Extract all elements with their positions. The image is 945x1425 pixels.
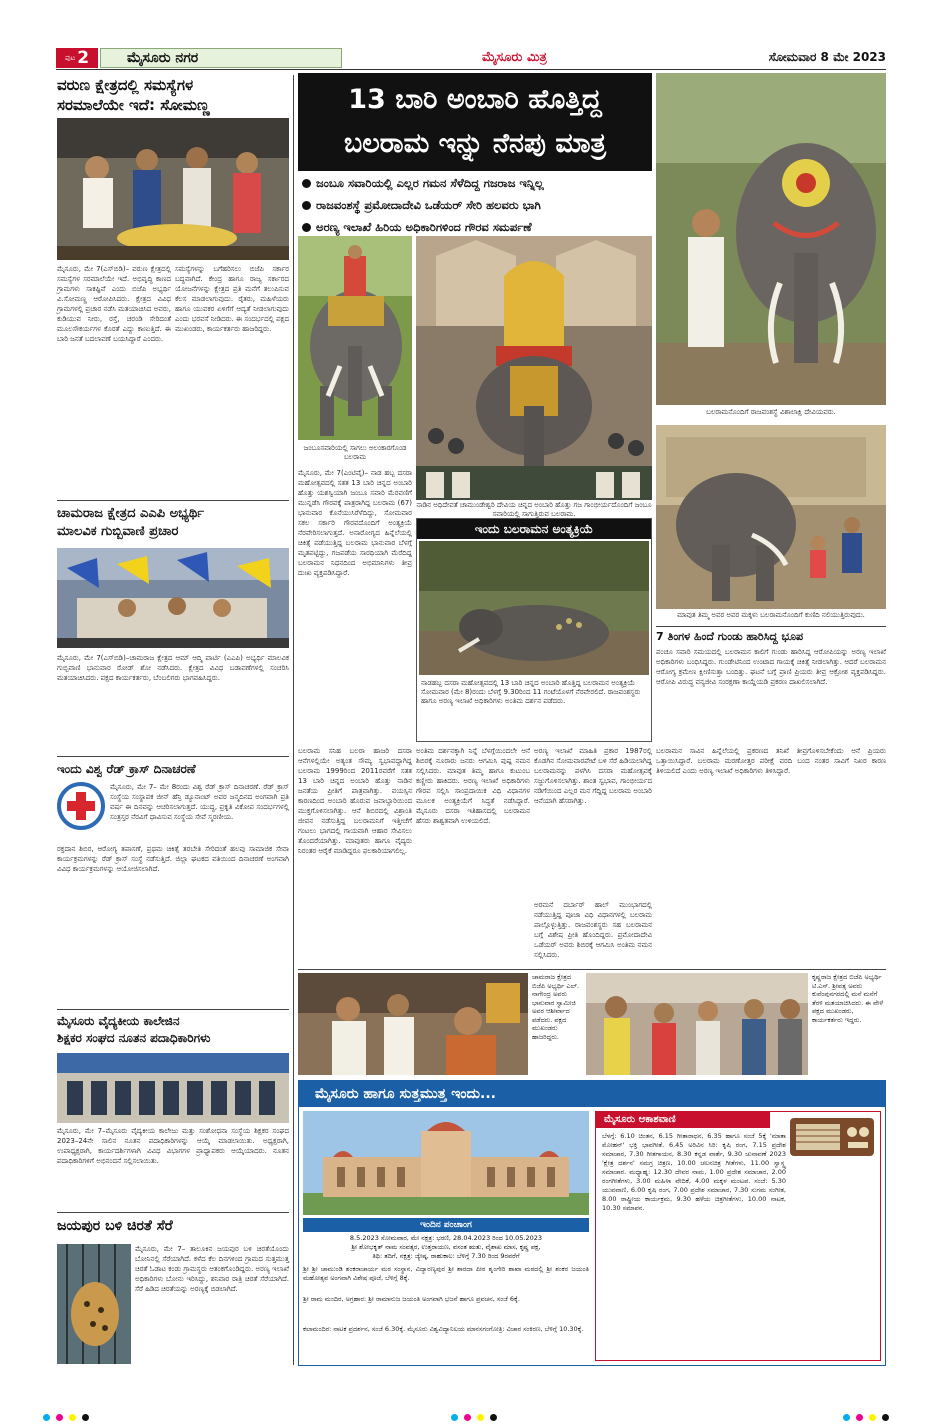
lead-body-2: ಬಲರಾಮ ಸನಿಹ ಬಲರಾ ಹಾಜರಿ ದಸರಾ ಆನೆಗಳಲ್ಲಿಯೇ ಅತ್ಯಂತ ಸೌಮ್ಯ ಸ್ವಭಾವದ್ದಾಗಿದ್ದ ಬಲರಾಮ 1999ರಿಂದ 2011ರವರೆಗೆ ಸತತ 13 ಬಾರಿ ಚಿನ್ನದ ಅಂಬಾರಿ ಹೊತ್ತು ನಾಡಿನ ಜನತೆಯ ಪ್ರೀತಿಗೆ ಪಾತ್ರವಾಗಿತ್ತು. ವಯಸ್ಸಿನ ಕಾರಣದಿಂದ ಅಂಬಾರಿ ಹೊರುವ ಜವಾಬ್ದಾರಿಯಿಂದ ಮುಕ್ತಗೊಳಿಸಲಾಗಿತ್ತು. ಆನೆ ಶಿಬಿರದಲ್ಲಿ ವಿಶ್ರಾಂತಿ ಜೀವನ ನಡೆಸುತ್ತಿದ್ದ ಬಲರಾಮನಿಗೆ ಇತ್ತೀಚೆಗೆ ಗಂಟಲು ಭಾಗದಲ್ಲಿ ಗಾಯವಾಗಿ ಆಹಾರ ಸೇವಿಸಲು ತೊಂದರೆಯಾಗಿತ್ತು. ಮಾವುತರು ಹಾಗೂ ವೈದ್ಯರು ನಿರಂತರ ಆರೈಕೆ ಮಾಡಿದ್ದರೂ ಫಲಕಾರಿಯಾಗಲಿಲ್ಲ. (298, 747, 412, 855)
section-label (100, 48, 342, 68)
medical-photo (57, 1053, 289, 1123)
masthead (56, 46, 886, 70)
rajvamsha-elephant-photo (656, 73, 886, 405)
balarama-decorated-photo (298, 236, 412, 440)
divider (57, 500, 289, 501)
chamaraja-body: ಮೈಸೂರು, ಮೇ 7(ಎಸ್‌ಬಿಡಿ)–ಚಾಮರಾಜ ಕ್ಷೇತ್ರದ ಆಮ್ ಆದ್ಮಿ ಪಾರ್ಟಿ (ಎಎಪಿ) ಅಭ್ಯರ್ಥಿ ಮಾಲವಿಕ ಗುಬ್ಬಿವಾಣಿ ಭಾನುವಾರ ರೋಡ್ ಶೋ ನಡೆಸಿದರು. ಕ್ಷೇತ್ರದ ವಿವಿಧ ಬಡಾವಣೆಗಳಲ್ಲಿ ಸಂಚರಿಸಿ ಮತಯಾಚಿಸಿದರು. ಪಕ್ಷದ ಕಾರ್ಯಕರ್ತರು, ಬೆಂಬಲಿಗರು ಭಾಗವಹಿಸಿದ್ದರು. (57, 654, 289, 682)
issue-date: ಸೋಮವಾರ 8 ಮೇ 2023 (768, 50, 886, 64)
medical-headline-line2: ಶಿಕ್ಷಕರ ಸಂಘದ ನೂತನ ಪದಾಧಿಕಾರಿಗಳು (57, 1031, 211, 1045)
mahout-children-photo (656, 425, 886, 609)
radio-icon (788, 1114, 876, 1158)
print-registration-dots (40, 1406, 92, 1425)
panchanga-heading: ಇಂದಿನ ಪಂಚಾಂಗ (420, 1220, 472, 1230)
paper-name: ಮೈಸೂರು ಮಿತ್ರ (482, 50, 547, 65)
panchanga-heading-bar (303, 1218, 589, 1232)
leopard-photo (57, 1244, 131, 1364)
bhoopa-body-2: ಬಲರಾಮನ ಸಾವಿನ ಹಿನ್ನೆಲೆಯಲ್ಲಿ ಪ್ರಕರಣದ ತನಿಖೆ ತೀವ್ರಗೊಳಿಸಬೇಕೆಂದು ಆನೆ ಪ್ರಿಯರು ಒತ್ತಾಯಿಸಿದ್ದಾರೆ. ಬಲರಾಮ ಮರಣೋತ್ತರ ಪರೀಕ್ಷೆ ವರದಿ ಬಂದ ನಂತರ ಸಾವಿಗೆ ನಿಖರ ಕಾರಣ ತಿಳಿಯಲಿದೆ ಎಂದು ಅರಣ್ಯ ಇಲಾಖೆ ಅಧಿಕಾರಿಗಳು ತಿಳಿಸಿದ್ದಾರೆ. (656, 747, 886, 775)
event-item: ಶ್ರೀ ರಾಮ ಮಂದಿರ, ಅಗ್ರಹಾರ: ಶ್ರೀ ರಾಮಾನುಜ ಜಯಂತಿ ಅಂಗವಾಗಿ ಭಜನೆ ಹಾಗೂ ಪ್ರವಚನ, ಸಂಜೆ 6ಕ್ಕೆ. (303, 1295, 520, 1303)
nagendra-caption: ಚಾಮರಾಜ ಕ್ಷೇತ್ರದ ಬಿಜೆಪಿ ಅಭ್ಯರ್ಥಿ ಎಲ್. ನಾಗೇಂದ್ರ ಅವರು ಭಾನುವಾರ ಸ್ವಾಮೀಜಿ ಅವರ ಆಶೀರ್ವಾದ ಪಡೆದರು. ಪಕ್ಷದ ಮುಖಂಡರು ಹಾಜರಿದ್ದರು. (532, 973, 580, 1041)
today-banner (299, 1081, 885, 1107)
varuna-photo (57, 118, 289, 260)
srivatsa-caption: ಕೃಷ್ಣರಾಜ ಕ್ಷೇತ್ರದ ಬಿಜೆಪಿ ಅಭ್ಯರ್ಥಿ ಟಿ.ಎಸ್. ಶ್ರೀವತ್ಸ ಅವರು ಕುವೆಂಪುನಗರದಲ್ಲಿ ಮನೆ ಮನೆಗೆ ತೆರಳಿ ಮತಯಾಚಿಸಿದರು. ಈ ವೇಳೆ ಪಕ್ಷದ ಮುಖಂಡರು, ಕಾರ್ಯಕರ್ತರು ಇದ್ದರು. (812, 973, 884, 1024)
page-badge (56, 48, 98, 68)
funeral-photo (419, 541, 649, 675)
medical-body: ಮೈಸೂರು, ಮೇ 7–ಮೈಸೂರು ವೈದ್ಯಕೀಯ ಕಾಲೇಜು ಮತ್ತು ಸಂಶೋಧನಾ ಸಂಸ್ಥೆಯ ಶಿಕ್ಷಕರ ಸಂಘದ 2023–24ನೇ ಸಾಲಿನ ನೂತನ ಪದಾಧಿಕಾರಿಗಳನ್ನು ಆಯ್ಕೆ ಮಾಡಲಾಯಿತು. ಅಧ್ಯಕ್ಷರಾಗಿ, ಉಪಾಧ್ಯಕ್ಷರಾಗಿ, ಕಾರ್ಯದರ್ಶಿಗಳಾಗಿ ವಿವಿಧ ವಿಭಾಗಗಳ ಪ್ರಾಧ್ಯಾಪಕರು ಆಯ್ಕೆಯಾದರು. ನೂತನ ಪದಾಧಿಕಾರಿಗಳಿಗೆ ಅಭಿನಂದನೆ ಸಲ್ಲಿಸಲಾಯಿತು. (57, 1127, 289, 1165)
lead-headline-line2: ಬಲರಾಮ ಇನ್ನು ನೆನಪು ಮಾತ್ರ (344, 128, 606, 159)
page-prefix: ಪುಟ (64, 53, 76, 62)
lead-body-5: ಅರಮನೆ ದರ್ಬಾರ್ ಹಾಲ್ ಮುಂಭಾಗದಲ್ಲಿ ನಡೆಯುತ್ತಿದ್ದ ಪೂಜಾ ವಿಧಿ ವಿಧಾನಗಳಲ್ಲಿ ಬಲರಾಮ ಪಾಲ್ಗೊಳ್ಳುತ್ತಿತ್ತು. ರಾಜವಂಶಸ್ಥರು ಸಹ ಬಲರಾಮನ ಬಗ್ಗೆ ವಿಶೇಷ ಪ್ರೀತಿ ಹೊಂದಿದ್ದರು. ಪ್ರಮೋದಾದೇವಿ ಒಡೆಯರ್ ಅವರು ಶಿಬಿರಕ್ಕೆ ಆಗಮಿಸಿ ಅಂತಿಮ ನಮನ ಸಲ್ಲಿಸಿದರು. (534, 901, 652, 959)
column-divider (293, 75, 294, 1365)
divider (57, 756, 289, 757)
page-number: 2 (77, 48, 90, 68)
funeral-box (416, 518, 652, 742)
lead-body-4: ಅರಣ್ಯ ಇಲಾಖೆ ಮಾಹಿತಿ ಪ್ರಕಾರ 1987ರಲ್ಲಿ ಕೊಡಗಿನ ಸೋಮವಾರಪೇಟೆ ಬಳಿ ಸೆರೆ ಹಿಡಿಯಲಾಗಿದ್ದ ಬಲರಾಮನನ್ನು ಪಳಗಿಸಿ ದಸರಾ ಮಹೋತ್ಸವಕ್ಕೆ ಸಜ್ಜುಗೊಳಿಸಲಾಗಿತ್ತು. ಶಾಂತ ಸ್ವಭಾವ, ಗಾಂಭೀರ್ಯದ ನಡಿಗೆಯಿಂದ ಎಲ್ಲರ ಮನ ಗೆದ್ದಿದ್ದ ಬಲರಾಮ ಅಂಬಾರಿ ಆನೆಯಾಗಿ ಹೆಸರಾಗಿತ್ತು. (534, 747, 652, 805)
bullet-dot-icon (302, 223, 311, 232)
panchanga-line: 8.5.2023 ಸೋಮವಾರ, ಮೇ ನಕ್ಷತ್ರ: ಭರಣಿ, 28.04.2023 ರಿಂದ 10.05.2023 (349, 1234, 543, 1242)
bullet-dot-icon (302, 201, 311, 210)
chamaraja-headline-line2: ಮಾಲವಿಕ ಗುಬ್ಬಿವಾಣಿ ಪ್ರಚಾರ (57, 524, 179, 539)
radio-schedule: ಬೆಳಗ್ಗೆ: 6.10 ಚಿಂತನ, 6.15 ಗೀತಾರಾಧನ, 6.35 ಹಾಗೂ ಸಂಜೆ 5ಕ್ಕೆ 'ಮಾತಾ ಮೋಹನ್' ಭಕ್ತಿ ಭಾವಗೀತೆ. 6.45 ಅರಿವಿನ ಸಿರಿ: ಕೃಷಿ ರಂಗ, 7.15 ಪ್ರದೇಶ ಸಮಾಚಾರ, 7.30 ಗೀತಗಾಯನ, 8.30 ಕನ್ನಡ ವಾರ್ತೆ, 9.30 ಚುನಾವಣೆ 2023 'ಕ್ಷೇತ್ರ ದರ್ಶನ' ಸಮಗ್ರ ಚಿತ್ರಣ, 10.00 ಚಲನಚಿತ್ರ ಗೀತೆಗಳು, 11.00 ಸ್ವಾಸ್ಥ್ಯ ಸಮಾಚಾರ. ಮಧ್ಯಾಹ್ನ: 12.30 ದೇವರ ನಾಮ, 1.00 ಪ್ರದೇಶ ಸಮಾಚಾರ, 2.00 ರಂಗಗೀತೆಗಳು, 3.00 ಮಹಿಳಾ ವೇದಿಕೆ, 4.00 ಮಕ್ಕಳ ಮಂಟಪ. ಸಂಜೆ: 5.30 ಯುವವಾಣಿ, 6.00 ಕೃಷಿ ರಂಗ, 7.00 ಪ್ರದೇಶ ಸಮಾಚಾರ, 7.30 ಸುಗಮ ಸಂಗೀತ, 8.00 ರಾಷ್ಟ್ರೀಯ ಕಾರ್ಯಕ್ರಮ, 9.30 ಹಳೆಯ ಚಿತ್ರಗೀತೆಗಳು, 10.00 ನಾಟಕ, 10.30 ಸಮಾಪನ. (602, 1132, 786, 1212)
rajvamsha-caption: ಬಲರಾಮನೊಂದಿಗೆ ರಾಜವಂಶಸ್ಥೆ ವಿಶಾಲಾಕ್ಷಿ ದೇವಿಯವರು. (706, 408, 836, 416)
varuna-headline (57, 75, 289, 115)
lead-bullets (302, 172, 652, 238)
lead-body-3: ಅಂತಿಮ ದರ್ಶನಕ್ಕಾಗಿ ನಿನ್ನೆ ಬೆಳಗ್ಗೆಯಿಂದಲೇ ಆನೆ ಶಿಬಿರಕ್ಕೆ ನೂರಾರು ಜನರು ಆಗಮಿಸಿ ಪುಷ್ಪ ನಮನ ಸಲ್ಲಿಸಿದರು. ಮಾವುತ ತಿಮ್ಮ ಹಾಗೂ ಕುಟುಂಬ ಕಣ್ಣೀರು ಹಾಕಿದರು. ಅರಣ್ಯ ಇಲಾಖೆ ಅಧಿಕಾರಿಗಳು ಗೌರವ ಸಲ್ಲಿಸಿ ಸಾಂಪ್ರದಾಯಿಕ ವಿಧಿ ವಿಧಾನಗಳ ಮೂಲಕ ಅಂತ್ಯಕ್ರಿಯೆಗೆ ಸಿದ್ಧತೆ ನಡೆಸಿದ್ದಾರೆ. ಮೈಸೂರು ದಸರಾ ಇತಿಹಾಸದಲ್ಲಿ ಬಲರಾಮನ ಹೆಸರು ಶಾಶ್ವತವಾಗಿ ಉಳಿಯಲಿದೆ. (416, 747, 530, 825)
panchanga-line: ತಿಥಿ: ತದಿಗೆ, ನಕ್ಷತ್ರ: ಜ್ಯೇಷ್ಠ, ರಾಹುಕಾಲ: ಬೆಳಿಗ್ಗೆ 7.30 ರಿಂದ 9ರವರೆಗೆ (372, 1252, 520, 1260)
varuna-body-col1: ಮೈಸೂರು, ಮೇ 7(ಎಸ್‌ಬಿಡಿ)– ವರುಣ ಕ್ಷೇತ್ರದಲ್ಲಿ ಸಮಸ್ಯೆಗಳ ಸರಮಾಲೆಯೇ ಇದೆ. ಅಭಿವೃದ್ಧಿ ಕಾಣದ ಗ್ರಾಮಗಳು ಸಾಕಷ್ಟಿವೆ ಎಂದು ಬಿಜೆಪಿ ಅಭ್ಯರ್ಥಿ ವಿ.ಸೋಮಣ್ಣ ಆರೋಪಿಸಿದರು. ಕ್ಷೇತ್ರದ ವಿವಿಧ ಗ್ರಾಮಗಳಲ್ಲಿ ಪ್ರಚಾರ ನಡೆಸಿ ಮತಯಾಚಿಸಿದ ಅವರು, ಕುಡಿಯುವ ನೀರು, ರಸ್ತೆ, ಚರಂಡಿ ಸೇರಿದಂತೆ ಮೂಲಸೌಕರ್ಯಗಳ ಕೊರತೆ ಎದ್ದು ಕಾಣುತ್ತಿದೆ. ಈ ಬಾರಿ ಜನತೆ ಬದಲಾವಣೆ ಬಯಸಿದ್ದಾರೆ ಎಂದರು. (57, 265, 171, 343)
bullet-dot-icon (302, 179, 311, 188)
medical-headline (57, 1013, 289, 1047)
events-list (303, 1265, 589, 1361)
divider (57, 1212, 289, 1213)
balarama-decorated-caption: ಜಂಬೂಸವಾರಿಯಲ್ಲಿ ಸಾಗಲು ಅಲಂಕಾರಗೊಂಡ ಬಲರಾಮ (303, 444, 407, 461)
nagendra-swamiji-photo (298, 973, 528, 1075)
aap-photo (57, 548, 289, 648)
print-registration-dots (840, 1406, 892, 1425)
today-heading: ಮೈಸೂರು ಹಾಗೂ ಸುತ್ತಮುತ್ತ ಇಂದು... (315, 1086, 496, 1102)
section-title: ಮೈಸೂರು ನಗರ (127, 50, 199, 66)
leopard-body: ಮೈಸೂರು, ಮೇ 7– ತಾಲೂಕಿನ ಜಯಪುರ ಬಳಿ ಚಿರತೆಯೊಂದು ಬೋನಿನಲ್ಲಿ ಸೆರೆಯಾಗಿದೆ. ಕಳೆದ ಕೆಲ ದಿನಗಳಿಂದ ಗ್ರಾಮದ ಸುತ್ತಮುತ್ತ ಚಿರತೆ ಓಡಾಟ ಕಂಡು ಗ್ರಾಮಸ್ಥರು ಆತಂಕಗೊಂಡಿದ್ದರು. ಅರಣ್ಯ ಇಲಾಖೆ ಅಧಿಕಾರಿಗಳು ಬೋನು ಇರಿಸಿದ್ದು, ಶನಿವಾರ ರಾತ್ರಿ ಚಿರತೆ ಸೆರೆಯಾಗಿದೆ. ಸೆರೆ ಹಿಡಿದ ಚಿರತೆಯನ್ನು ಅರಣ್ಯಕ್ಕೆ ಬಿಡಲಾಗಿದೆ. (135, 1245, 289, 1293)
lead-bullet: ಜಂಬೂ ಸವಾರಿಯಲ್ಲಿ ಎಲ್ಲರ ಗಮನ ಸೆಳೆದಿದ್ದ ಗಜರಾಜ ಇನ್ನಿಲ್ಲ (302, 172, 652, 194)
lead-bullet: ಅರಣ್ಯ ಇಲಾಖೆ ಹಿರಿಯ ಅಧಿಕಾರಿಗಳಿಂದ ಗೌರವ ಸಮರ್ಪಣೆ (302, 216, 652, 238)
varuna-body-col2: ಸಮಸ್ಯೆಗಳನ್ನು ಬಗೆಹರಿಸಲು ಬಿಜೆಪಿ ಸರ್ಕಾರ ಬದ್ಧವಾಗಿದೆ. ಕೇಂದ್ರ ಹಾಗೂ ರಾಜ್ಯ ಸರ್ಕಾರದ ಯೋಜನೆಗಳನ್ನು ಕ್ಷೇತ್ರದ ಪ್ರತಿ ಮನೆಗೆ ತಲುಪಿಸುವ ಕೆಲಸ ಮಾಡಲಾಗುವುದು. ರೈತರು, ಮಹಿಳೆಯರು ಹಾಗೂ ಯುವಕರ ಏಳಿಗೆಗೆ ಆದ್ಯತೆ ನೀಡಲಾಗುವುದು ಎಂದು ಭರವಸೆ ನೀಡಿದರು. ಈ ಸಂದರ್ಭದಲ್ಲಿ ಪಕ್ಷದ ಮುಖಂಡರು, ಕಾರ್ಯಕರ್ತರು ಹಾಜರಿದ್ದರು. (175, 265, 289, 333)
panchanga-lines (303, 1234, 589, 1261)
radio-box (595, 1111, 881, 1361)
leopard-headline: ಜಯಪುರ ಬಳಿ ಚಿರತೆ ಸೆರೆ (57, 1218, 173, 1234)
event-item: ಶ್ರೀ ಶ್ರೀ ಚಾಮುಂಡಿ ಶಂಕರಾಚಾರ್ಯ ಮಠ ಸಂಸ್ಥಾನ, ವಿದ್ಯಾರಣ್ಯಪುರ ಶ್ರೀ ಶಾರದಾ ಪೀಠ ಶೃಂಗೇರಿ ಶಾಖಾ ಮಠದಲ್ಲಿ ಶ್ರೀ ಶಂಕರ ಜಯಂತಿ ಮಹೋತ್ಸವ ಅಂಗವಾಗಿ ವಿಶೇಷ ಪೂಜೆ, ಬೆಳಿಗ್ಗೆ 8ಕ್ಕೆ. (303, 1265, 589, 1282)
bhoopa-headline: 7 ತಿಂಗಳ ಹಿಂದೆ ಗುಂಡು ಹಾರಿಸಿದ್ದ ಭೂಪ (656, 630, 804, 643)
medical-headline-line1: ಮೈಸೂರು ವೈದ್ಯಕೀಯ ಕಾಲೇಜಿನ (57, 1014, 180, 1028)
lead-bullet: ರಾಜವಂಶಸ್ಥೆ ಪ್ರಮೋದಾದೇವಿ ಒಡೆಯರ್ ಸೇರಿ ಹಲವರು ಭಾಗಿ (302, 194, 652, 216)
redcross-headline: ಇಂದು ವಿಶ್ವ ರೆಡ್ ಕ್ರಾಸ್ ದಿನಾಚರಣೆ (57, 762, 196, 776)
ambari-procession-photo (416, 236, 652, 500)
mahout-children-caption: ಮಾವುತ ತಿಮ್ಮ ಅವರ ಅವರ ಮಕ್ಕಳು ಬಲರಾಮನೊಂದಿಗೆ ಕುಣಿದಿ ನಲಿಯುತ್ತಿರುವುದು. (677, 611, 865, 619)
print-registration-dots (448, 1406, 500, 1425)
event-item: ಕಲಾಮಂದಿರ: ನಾಟಕ ಪ್ರದರ್ಶನ, ಸಂಜೆ 6.30ಕ್ಕೆ. ಮೈಸೂರು ವಿಶ್ವವಿದ್ಯಾನಿಲಯ ಮಾನಸಗಂಗೋತ್ರಿ: ವಿಚಾರ ಸಂಕಿರಣ, ಬೆಳಿಗ್ಗೆ 10.30ಕ್ಕೆ. (303, 1325, 584, 1333)
divider (656, 626, 886, 627)
redcross-body: ಮೈಸೂರು, ಮೇ 7– ಮೇ 8ರಂದು ವಿಶ್ವ ರೆಡ್ ಕ್ರಾಸ್ ದಿನಾಚರಣೆ. ರೆಡ್ ಕ್ರಾಸ್ ಸಂಸ್ಥೆಯ ಸಂಸ್ಥಾಪಕ ಜೀನ್ ಹೆನ್ರಿ ಡ್ಯೂನಾಂಟ್ ಅವರ ಜನ್ಮದಿನದ ಅಂಗವಾಗಿ ಪ್ರತಿ ವರ್ಷ ಈ ದಿನವನ್ನು ಆಚರಿಸಲಾಗುತ್ತದೆ. ಯುದ್ಧ, ಪ್ರಕೃತಿ ವಿಕೋಪ ಸಂದರ್ಭಗಳಲ್ಲಿ ಸಂತ್ರಸ್ತರ ನೆರವಿಗೆ ಧಾವಿಸುವ ಸಂಸ್ಥೆಯ ಸೇವೆ ಸ್ಮರಣೀಯ. (110, 783, 289, 821)
redcross-logo (57, 782, 105, 830)
varuna-headline-line1: ವರುಣ ಕ್ಷೇತ್ರದಲ್ಲಿ ಸಮಸ್ಯೆಗಳ (57, 76, 194, 94)
varuna-headline-line2: ಸರಮಾಲೆಯೇ ಇದೆ: ಸೋಮಣ್ಣ (57, 96, 210, 114)
lead-body-1: ಮೈಸೂರು, ಮೇ 7(ಎಂಟಿವೈ)– ನಾಡ ಹಬ್ಬ ದಸರಾ ಮಹೋತ್ಸವದಲ್ಲಿ ಸತತ 13 ಬಾರಿ ಚಿನ್ನದ ಅಂಬಾರಿ ಹೊತ್ತು ಯಶಸ್ವಿಯಾಗಿ ಜಂಬೂ ಸವಾರಿ ಮೆರವಣಿಗೆ ಮುನ್ನಡೆಸಿ ಗೌರವಕ್ಕೆ ಪಾತ್ರರಾಗಿದ್ದ ಬಲರಾಮ (67) ಭಾನುವಾರ ಕೊನೆಯುಸಿರೆಳೆದಿದ್ದು, ಸೋಮವಾರ ಸಕಲ ಸರ್ಕಾರಿ ಗೌರವದೊಂದಿಗೆ ಅಂತ್ಯಕ್ರಿಯೆ ನೆರವೇರಿಸಲಾಗುತ್ತದೆ. ಅನಾರೋಗ್ಯದ ಹಿನ್ನೆಲೆಯಲ್ಲಿ ಚಿಕಿತ್ಸೆ ಪಡೆಯುತ್ತಿದ್ದ ಬಲರಾಮ ಭಾನುವಾರ ಬೆಳಗ್ಗೆ ಮೃತಪಟ್ಟಿದ್ದು, ಗಜಪಡೆಯ ಸಾರಥಿಯಾಗಿ ಮೆರೆದಿದ್ದ ಬಲರಾಮನ ನಿಧನದಿಂದ ಅಭಿಮಾನಿಗಳು ತೀವ್ರ ದುಃಖ ವ್ಯಕ್ತಪಡಿಸಿದ್ದಾರೆ. (298, 469, 412, 577)
chamaraja-headline-line1: ಚಾಮರಾಜ ಕ್ಷೇತ್ರದ ಎಎಪಿ ಅಭ್ಯರ್ಥಿ (57, 506, 204, 521)
panchanga-line: ಶ್ರೀ ಶೋಭಕೃತ್ ನಾಮ ಸಂವತ್ಸರ, ಉತ್ತರಾಯಣ, ವಸಂತ ಋತು, ವೈಶಾಖ ಮಾಸ, ಕೃಷ್ಣ ಪಕ್ಷ, (351, 1243, 541, 1251)
divider (57, 1009, 289, 1010)
masthead-rule (56, 69, 886, 70)
lead-headline-box (298, 73, 652, 171)
funeral-heading: ಇಂದು ಬಲರಾಮನ ಅಂತ್ಯಕ್ರಿಯೆ (417, 519, 651, 539)
bhoopa-body: ಪಂಚೂ ಸವಾರಿ ಸಮಯದಲ್ಲಿ ಬಲರಾಮನ ಕಾಲಿಗೆ ಗುಂಡು ಹಾರಿಸಿದ್ದ ಆರೋಪಿಯನ್ನು ಅರಣ್ಯ ಇಲಾಖೆ ಅಧಿಕಾರಿಗಳು ಬಂಧಿಸಿದ್ದರು. ಗುಂಡೇಟಿನಿಂದ ಉಂಟಾದ ಗಾಯಕ್ಕೆ ಚಿಕಿತ್ಸೆ ನೀಡಲಾಗಿತ್ತು. ಆದರೆ ಬಲರಾಮನ ಆರೋಗ್ಯ ಕ್ರಮೇಣ ಕ್ಷೀಣಿಸುತ್ತಾ ಬಂದಿತ್ತು. ಘಟನೆ ಬಗ್ಗೆ ಪ್ರಾಣಿ ಪ್ರಿಯರು ತೀವ್ರ ಆಕ್ರೋಶ ವ್ಯಕ್ತಪಡಿಸಿದ್ದರು. ಆರೋಪಿ ವಿರುದ್ಧ ವನ್ಯಜೀವಿ ಸಂರಕ್ಷಣಾ ಕಾಯ್ದೆಯಡಿ ಪ್ರಕರಣ ದಾಖಲಿಸಲಾಗಿದೆ. (656, 648, 886, 686)
today-box (298, 1080, 886, 1366)
srivatsa-campaign-photo (586, 973, 808, 1075)
chamaraja-headline (57, 505, 289, 541)
radio-heading: ಮೈಸೂರು ಆಕಾಶವಾಣಿ (596, 1112, 770, 1128)
ambari-procession-caption: ನಾಡಿನ ಅಧಿದೇವತೆ ಚಾಮುಂಡೇಶ್ವರಿ ದೇವಿಯ ಚಿನ್ನದ ಅಂಬಾರಿ ಹೊತ್ತು ಗಜ ಗಾಂಭೀರ್ಯದೊಂದಿಗೆ ಜಂಬೂ ಸವಾರಿಯಲ್ಲಿ ಸಾಗುತ್ತಿರುವ ಬಲರಾಮ. (416, 501, 652, 518)
funeral-caption: ನಾಡಹಬ್ಬ ದಸರಾ ಮಹೋತ್ಸವದಲ್ಲಿ 13 ಬಾರಿ ಚಿನ್ನದ ಅಂಬಾರಿ ಹೊತ್ತಿದ್ದ ಬಲರಾಮನ ಅಂತ್ಯಕ್ರಿಯೆ ಸೋಮವಾರ (ಮೇ 8)ರಂದು ಬೆಳಗ್ಗೆ 9.30ರಿಂದ 11 ಗಂಟೆಯೊಳಗೆ ನೆರವೇರಲಿದೆ. ರಾಜವಂಶಸ್ಥರು ಹಾಗೂ ಅರಣ್ಯ ಇಲಾಖೆ ಅಧಿಕಾರಿಗಳು ಅಂತಿಮ ದರ್ಶನ ಪಡೆದರು. (421, 679, 641, 705)
palace-photo (303, 1111, 589, 1215)
redcross-body-2: ರಕ್ತದಾನ ಶಿಬಿರ, ಆರೋಗ್ಯ ತಪಾಸಣೆ, ಪ್ರಥಮ ಚಿಕಿತ್ಸೆ ತರಬೇತಿ ಸೇರಿದಂತೆ ಹಲವು ಸಾಮಾಜಿಕ ಸೇವಾ ಕಾರ್ಯಕ್ರಮಗಳನ್ನು ರೆಡ್ ಕ್ರಾಸ್ ಸಂಸ್ಥೆ ನಡೆಸುತ್ತಿದೆ. ಜಿಲ್ಲಾ ಘಟಕದ ವತಿಯಿಂದ ದಿನಾಚರಣೆ ಅಂಗವಾಗಿ ವಿವಿಧ ಕಾರ್ಯಕ್ರಮಗಳನ್ನು ಆಯೋಜಿಸಲಾಗಿದೆ. (57, 845, 289, 873)
lead-headline-line1: 13 ಬಾರಿ ಅಂಬಾರಿ ಹೊತ್ತಿದ್ದ (348, 84, 602, 115)
divider (298, 969, 886, 970)
